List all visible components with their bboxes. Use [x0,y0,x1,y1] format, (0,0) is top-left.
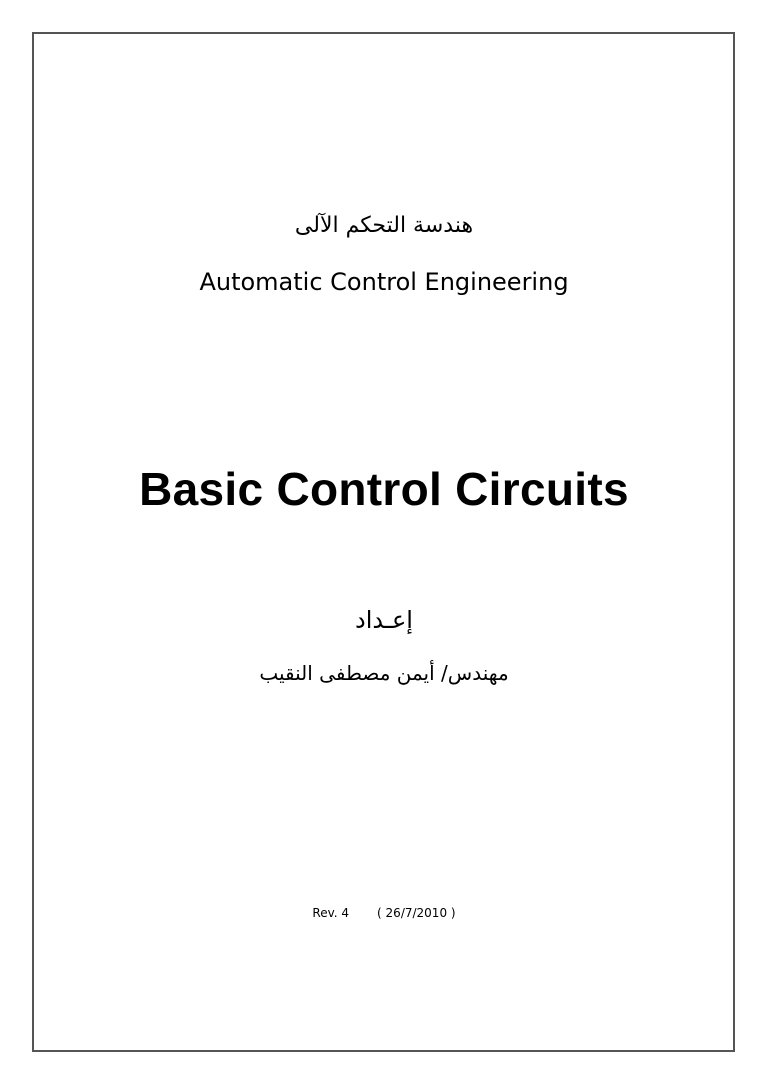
english-subtitle: Automatic Control Engineering [199,268,569,296]
author-name: مهندس/ أيمن مصطفى النقيب [259,661,509,685]
arabic-title: هندسة التحكم الآلى [294,213,474,238]
main-title: Basic Control Circuits [139,463,629,515]
revision-date: ( 26/7/2010 ) [377,906,456,920]
prepared-by-label: إعـداد [355,606,413,634]
page-border [32,32,735,1052]
revision-number: Rev. 4 [312,906,350,920]
revision-line [0,906,768,920]
